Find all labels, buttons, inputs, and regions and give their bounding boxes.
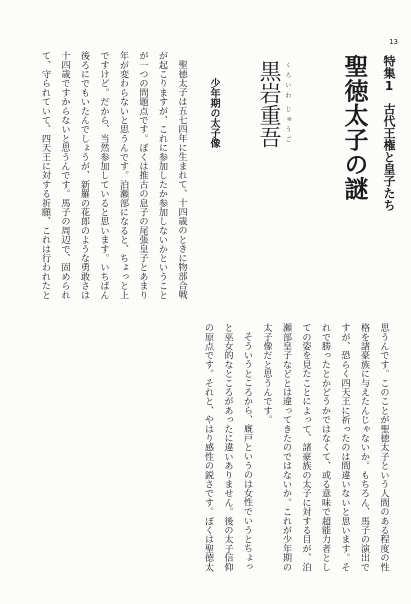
page-number: 13: [389, 38, 398, 46]
feature-theme: 古代王権と皇子たち: [382, 103, 396, 211]
text-line: 十四歳ですからないと思うんです。馬子の周辺で、固められ: [59, 51, 70, 300]
feature-header: [383, 55, 395, 211]
text-line: 瀬部皇子などとは違ってきたのではないか。これが少年期の: [280, 323, 292, 572]
body-text-upper: [35, 51, 191, 300]
article-title: 聖徳太子の謎: [340, 54, 369, 201]
text-line: 思うんです。このことが聖徳太子という人間のある程度の性: [378, 323, 389, 572]
section-heading: 少年期の太子像: [208, 78, 219, 148]
body-text-lower: [198, 323, 393, 572]
author-ruby-given-name: じゅうご: [284, 106, 291, 146]
paragraph-continued: [257, 323, 394, 572]
author-ruby-surname: くろいわ: [284, 62, 291, 102]
text-line: 格を諸豪族に与えたんじゃないか。もちろん、馬子の演出で: [358, 323, 370, 572]
text-line: すが、恐らく四天王に祈ったのは間違いないと思います。そ: [339, 323, 350, 572]
text-line: て、守られていて、四天王に対する祈願、これは行われたと: [39, 51, 51, 300]
text-line: ての姿を見たことによって、諸豪族の太子に対する目が、泊: [300, 323, 311, 572]
paragraph: [198, 323, 257, 572]
text-line: そういうところから、廐戸というのは女性でいうとちょっ: [241, 332, 253, 572]
text-line: と巫女的なところがあったに違いありません。後の太子信仰: [222, 323, 233, 572]
paragraph: [35, 51, 191, 300]
text-line: れで勝ったとかどうかではなくて、或る意味で超能力者とし: [319, 323, 331, 572]
feature-series-label: 特集1: [382, 55, 396, 93]
text-line: 太子像だと思うんです。: [261, 323, 272, 425]
text-line: の原点です。それと、やはり感性の鋭さです。ぼくは聖徳太: [202, 323, 214, 572]
text-line: 聖徳太子は五七四年に生まれて、十四歳のときに物部合戦: [176, 60, 187, 300]
text-line: が起こりますが、これに参加したか参加しないかということ: [156, 51, 168, 300]
text-line: が一つの問題点です。ぼくは推古の息子の尾張皇子とあまり: [137, 51, 148, 300]
author-name: 黒岩重吾: [256, 60, 281, 148]
text-line: ですけど。だから、当然参加していると思います。いちばん: [98, 51, 109, 300]
text-line: 後ろにでもいたんでしょうが、新羅の花郎のような勇敢さは: [78, 51, 90, 300]
text-line: 年が変わらないと思うんです。泊瀬部になると、ちょっと上: [117, 51, 129, 300]
